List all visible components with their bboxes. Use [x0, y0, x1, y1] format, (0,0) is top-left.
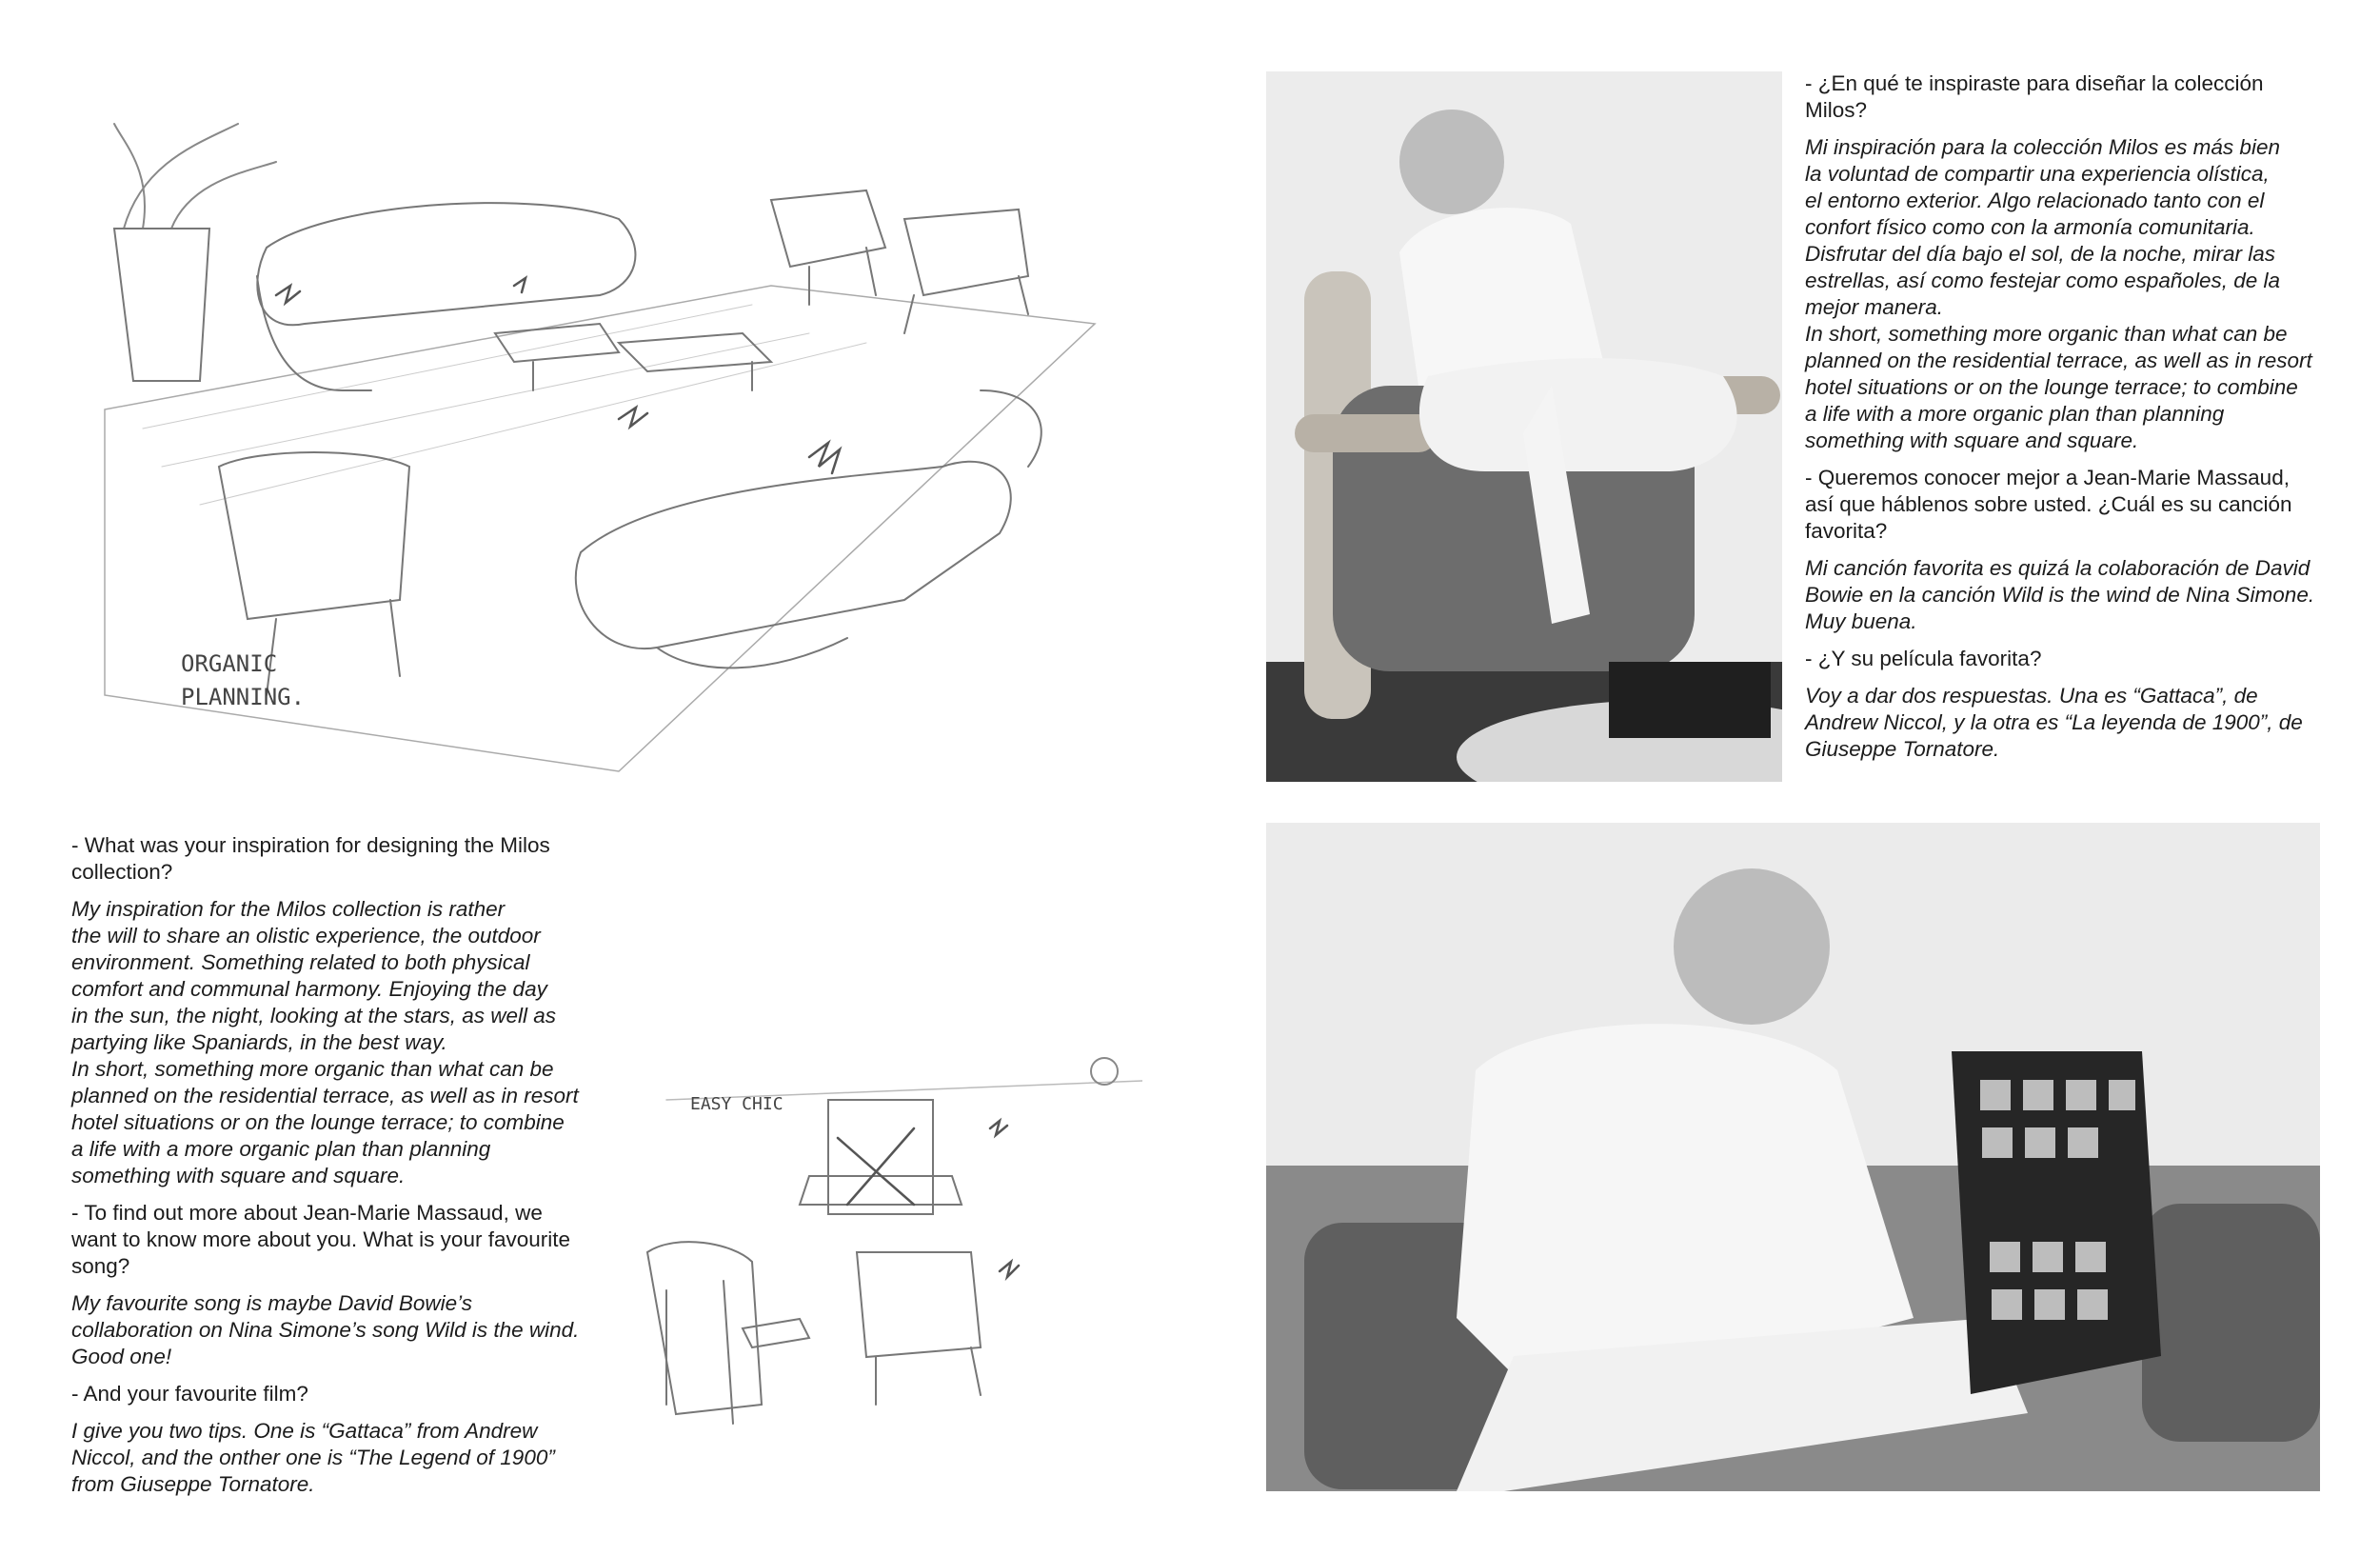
text-line: something with square and square.: [71, 1164, 406, 1187]
text-line: estrellas, así como festejar como españoles, de la: [1805, 269, 2280, 292]
answer-1: [1805, 134, 2338, 454]
photo-designer-sofa-illustration: [1266, 823, 2320, 1491]
text-line: el entorno exterior. Algo relacionado tanto con el: [1805, 189, 2265, 212]
sketch-label: [181, 650, 305, 710]
text-line: planned on the residential terrace, as well as in resort: [1805, 349, 2312, 372]
text-line: - Queremos conocer mejor a Jean-Marie Massaud,: [1805, 466, 2290, 489]
text-line: in the sun, the night, looking at the stars, as well as: [71, 1004, 557, 1027]
text-line: - What was your inspiration for designing the Milos: [71, 833, 550, 857]
photo-designer-sofa-swatches: [1266, 823, 2320, 1491]
photo-designer-armchair: [1266, 71, 1782, 782]
interview-text-english: [71, 832, 605, 1508]
text-line: - ¿Y su película favorita?: [1805, 647, 2042, 670]
text-line: environment. Something related to both physical: [71, 950, 530, 974]
text-line: comfort and communal harmony. Enjoying the day: [71, 977, 547, 1001]
text-line: hotel situations or on the lounge terrace; to combine: [71, 1110, 565, 1134]
text-line: - To find out more about Jean-Marie Massaud, we: [71, 1201, 543, 1225]
text-line: Muy buena.: [1805, 609, 1917, 633]
question-2: [71, 1200, 605, 1280]
text-line: In short, something more organic than what can be: [1805, 322, 2288, 346]
text-line: want to know more about you. What is your favourite: [71, 1227, 571, 1251]
text-line: partying like Spaniards, in the best way.: [71, 1030, 447, 1054]
text-line: My favourite song is maybe David Bowie’s: [71, 1291, 473, 1315]
interview-text-spanish: [1805, 70, 2338, 773]
text-line: a life with a more organic plan than planning: [71, 1137, 491, 1161]
text-line: collection?: [71, 860, 173, 884]
text-line: favorita?: [1805, 519, 1888, 543]
sketch-label-line-2: PLANNING.: [181, 684, 306, 710]
text-line: My inspiration for the Milos collection is rather: [71, 897, 506, 921]
text-line: I give you two tips. One is “Gattaca” from Andrew: [71, 1419, 538, 1443]
answer-1: [71, 896, 605, 1189]
question-1: [1805, 70, 2338, 124]
text-line: Disfrutar del día bajo el sol, de la noche, mirar las: [1805, 242, 2275, 266]
sketch-organic-planning: [86, 105, 1123, 781]
text-line: from Giuseppe Tornatore.: [71, 1472, 315, 1496]
question-2: [1805, 465, 2338, 545]
answer-3: [1805, 683, 2338, 763]
text-line: Good one!: [71, 1345, 172, 1368]
text-line: - And your favourite film?: [71, 1382, 308, 1406]
text-line: collaboration on Nina Simone’s song Wild is the wind.: [71, 1318, 580, 1342]
text-line: Mi canción favorita es quizá la colaboración de David: [1805, 556, 2311, 580]
text-line: - ¿En qué te inspiraste para diseñar la colección: [1805, 71, 2264, 95]
text-line: planned on the residential terrace, as well as in resort: [71, 1084, 579, 1107]
text-line: la voluntad de compartir una experiencia olística,: [1805, 162, 2270, 186]
sketch-label: EASY CHIC: [690, 1094, 783, 1114]
answer-3: [71, 1418, 605, 1498]
text-line: Mi inspiración para la colección Milos es más bien: [1805, 135, 2280, 159]
question-3: [71, 1381, 605, 1407]
text-line: song?: [71, 1254, 130, 1278]
question-1: [71, 832, 605, 886]
answer-2: [1805, 555, 2338, 635]
text-line: Bowie en la canción Wild is the wind de Nina Simone.: [1805, 583, 2315, 607]
text-line: something with square and square.: [1805, 429, 2139, 452]
text-line: confort físico como con la armonía comunitaria.: [1805, 215, 2255, 239]
answer-2: [71, 1290, 605, 1370]
text-line: Giuseppe Tornatore.: [1805, 737, 2000, 761]
text-line: Niccol, and the onther one is “The Legend of 1900”: [71, 1446, 555, 1469]
text-line: In short, something more organic than what can be: [71, 1057, 554, 1081]
question-3: [1805, 646, 2338, 672]
text-line: mejor manera.: [1805, 295, 1944, 319]
photo-designer-armchair-illustration: [1266, 71, 1782, 782]
text-line: Voy a dar dos respuestas. Una es “Gattaca”, de: [1805, 684, 2258, 708]
sketch-label-line-1: ORGANIC: [181, 650, 278, 677]
text-line: Andrew Niccol, y la otra es “La leyenda de 1900”, de: [1805, 710, 2303, 734]
sketch-easy-chic: [609, 1043, 1142, 1462]
text-line: the will to share an olistic experience, the outdoor: [71, 924, 541, 948]
text-line: así que háblenos sobre usted. ¿Cuál es su canción: [1805, 492, 2292, 516]
text-line: hotel situations or on the lounge terrace; to combine: [1805, 375, 2298, 399]
text-line: Milos?: [1805, 98, 1868, 122]
text-line: a life with a more organic plan than planning: [1805, 402, 2225, 426]
